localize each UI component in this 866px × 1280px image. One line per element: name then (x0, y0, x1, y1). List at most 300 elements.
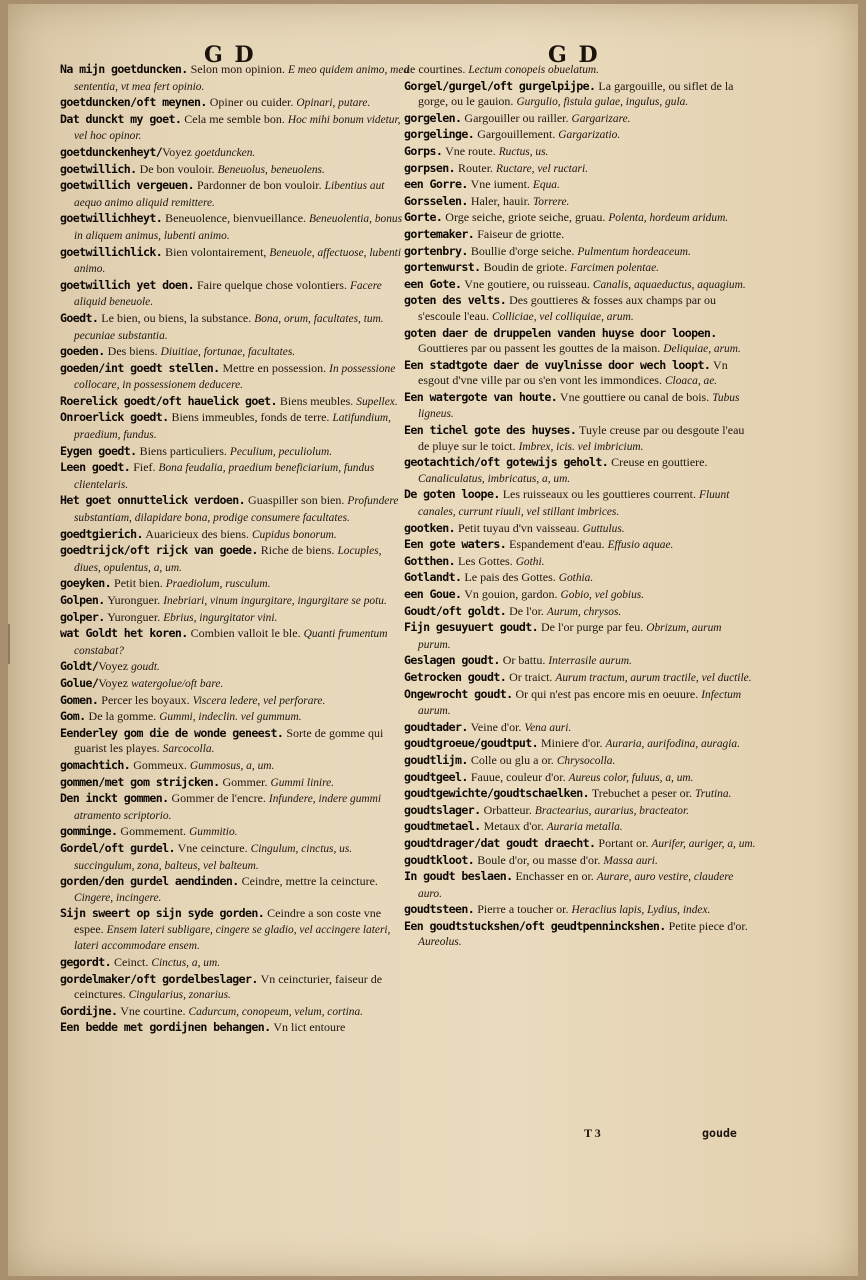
latin-gloss: Aureus color, fuluus, a, um. (568, 771, 694, 784)
dictionary-entry (404, 604, 756, 621)
headword: goten des velts. (404, 293, 507, 308)
french-gloss: Creuse en gouttiere. (608, 455, 708, 470)
headword: Geslagen goudt. (404, 653, 500, 668)
latin-gloss: Profundere substantiam, dilapidare bona, prodige consumere facultates. (74, 495, 399, 525)
latin-gloss: Colliciae, vel colliquiae, arum. (491, 310, 634, 323)
dictionary-entry (60, 576, 410, 593)
headword: Goudt/oft goldt. (404, 603, 507, 618)
french-gloss: Vn esgout d'vne ville par ou s'en vont les immondices. (418, 357, 728, 388)
dictionary-entry (60, 62, 410, 95)
french-gloss: Bien volontairement, (162, 244, 270, 259)
french-gloss: Gargouiller ou railler. (461, 110, 572, 125)
headword: Leen goedt. (60, 460, 131, 475)
dictionary-entry (60, 874, 410, 906)
french-gloss: Or qui n'est pas encore mis en oeuure. (512, 686, 702, 701)
french-gloss: Cela me semble bon. (181, 111, 288, 126)
dictionary-entry (60, 1004, 410, 1021)
french-gloss: Metaux d'or. (480, 819, 547, 834)
latin-gloss: Ebrius, ingurgitator vini. (163, 611, 278, 624)
headword: Een watergote van houte. (404, 389, 558, 404)
latin-gloss: Fluunt canales, currunt riuuli, vel stillant imbrices. (418, 489, 730, 519)
latin-gloss: Peculium, peculiolum. (229, 445, 333, 458)
latin-gloss: goudt. (131, 661, 160, 674)
french-gloss: Boudin de griote. (480, 260, 571, 275)
latin-gloss: Auraria, aurifodina, auragia. (605, 738, 740, 751)
french-gloss: Le bien, ou biens, la substance. (98, 310, 255, 325)
latin-gloss: Interrasile aurum. (548, 655, 632, 668)
dictionary-entry (60, 493, 410, 526)
latin-gloss: Ensem lateri subligare, cingere se gladio, vel accingere lateri, lateri accommodare ensem. (74, 923, 391, 953)
latin-gloss: Gurgulio, fistula gulae, ingulus, gula. (516, 96, 689, 109)
latin-gloss: Farcimen polentae. (570, 262, 659, 275)
dictionary-entry (60, 758, 410, 775)
dictionary-entry (404, 244, 756, 261)
dictionary-entry (60, 543, 410, 576)
dictionary-entry (404, 487, 756, 520)
latin-gloss: watergolue/oft bare. (131, 677, 224, 690)
headword: goetwillichheyt. (60, 211, 163, 226)
dictionary-entry (60, 245, 410, 278)
french-gloss: De l'or purge par feu. (537, 620, 647, 635)
french-gloss: Vn ceincturier, faiseur de ceinctures. (74, 971, 383, 1002)
latin-gloss: Lectum conopeis obuelatum. (468, 64, 599, 76)
dictionary-entry (404, 210, 756, 227)
latin-gloss: Bona, orum, facultates, tum. pecuniae substantia. (74, 312, 384, 342)
dictionary-entry (60, 527, 410, 544)
latin-gloss: Gargarizatio. (558, 129, 621, 142)
dictionary-entry (60, 211, 410, 244)
headword: Den inckt gommen. (60, 791, 169, 806)
dictionary-entry (404, 770, 756, 787)
headword: Gomen. (60, 692, 99, 707)
french-gloss: Trebuchet a peser or. (589, 786, 696, 801)
french-gloss: Fief. (130, 460, 159, 475)
french-gloss: Yuronguer. (104, 609, 164, 624)
headword: geotachtich/oft gotewijs geholt. (404, 455, 609, 470)
french-gloss: De bon vouloir. (136, 161, 218, 176)
dictionary-entry (404, 127, 756, 144)
dictionary-entry (60, 626, 410, 659)
headword: gomachtich. (60, 757, 131, 772)
latin-gloss: Cingere, incingere. (74, 891, 162, 904)
dictionary-entry (404, 853, 756, 870)
dictionary-entry (404, 537, 756, 554)
headword: Ongewrocht goudt. (404, 686, 513, 701)
latin-gloss: Polenta, hordeum aridum. (608, 212, 729, 225)
latin-gloss: Canaliculatus, imbricatus, a, um. (418, 472, 571, 485)
french-gloss: Miniere d'or. (537, 736, 606, 751)
dictionary-entry (404, 803, 756, 820)
dictionary-entry (60, 1020, 410, 1037)
dictionary-entry (404, 277, 756, 294)
headword: Het goet onnuttelick verdoen. (60, 493, 246, 508)
headword: goeden. (60, 344, 105, 359)
french-gloss: Mettre en possession. (219, 360, 330, 375)
headword: Golue/ (60, 675, 99, 690)
headword: Fijn gesuyuert goudt. (404, 620, 538, 635)
french-gloss: de courtines. (404, 62, 469, 76)
latin-gloss: Quanti frumentum constabat? (74, 628, 388, 657)
dictionary-entry (60, 709, 410, 726)
headword: goedtgierich. (60, 526, 143, 541)
dictionary-entry (404, 786, 756, 803)
french-gloss: Des gouttieres & fosses aux champs par ou s'escoule l'eau. (418, 293, 717, 323)
latin-gloss: Gargarizare. (571, 112, 631, 125)
french-gloss: Biens immeubles, fonds de terre. (168, 410, 333, 425)
dictionary-entry (404, 819, 756, 836)
dictionary-entry (404, 358, 756, 390)
latin-gloss: Cloaca, ae. (664, 375, 718, 388)
latin-gloss: Gummitio. (189, 826, 238, 839)
dictionary-entry (404, 260, 756, 277)
french-gloss: Vn lict entoure (270, 1020, 346, 1035)
dictionary-entry (60, 841, 410, 874)
dictionary-entry (60, 460, 410, 493)
latin-gloss: Cadurcum, conopeum, velum, cortina. (188, 1005, 364, 1018)
latin-gloss: Equa. (532, 179, 560, 192)
dictionary-entry (404, 554, 756, 571)
latin-gloss: Beneuolentia, bonus in aliquem animus, lubenti animo. (74, 213, 403, 242)
french-gloss: Vn gouion, gardon. (461, 587, 561, 601)
latin-gloss: Massa auri. (603, 854, 658, 867)
headword: Sijn sweert op sijn syde gorden. (60, 906, 265, 921)
headword: goudtmetael. (404, 819, 481, 834)
latin-gloss: Tubus ligneus. (418, 391, 740, 421)
french-gloss: Beneuolence, bienvueillance. (162, 211, 310, 226)
headword: Een gote waters. (404, 537, 507, 552)
dictionary-entry (404, 177, 756, 194)
headword: Na mijn goetduncken. (60, 62, 188, 76)
headword: goetwillich vergeuen. (60, 178, 194, 193)
dictionary-entry (404, 836, 756, 853)
french-gloss: Or battu. (499, 653, 549, 668)
dictionary-entry (60, 112, 410, 145)
latin-gloss: Aurifer, auriger, a, um. (651, 837, 756, 850)
latin-gloss: Infundere, indere gummi atramento scriptorio. (74, 793, 382, 822)
dictionary-entry (60, 693, 410, 710)
dictionary-entry (60, 824, 410, 841)
french-gloss: Voyez (162, 144, 195, 159)
headword: Gorsselen. (404, 193, 468, 208)
headword: Een tichel gote des huyses. (404, 423, 577, 438)
latin-gloss: Beneuolus, beneuolens. (217, 163, 325, 176)
french-gloss: Biens particuliers. (136, 443, 230, 458)
french-gloss: Faiseur de griotte. (474, 226, 565, 241)
headword: goudtgeel. (404, 769, 468, 784)
french-gloss: Espandement d'eau. (506, 537, 608, 552)
dictionary-entry (60, 791, 410, 824)
latin-gloss: Infectum aurum. (418, 688, 742, 718)
headword: een Gote. (404, 276, 462, 291)
headword: Gordel/oft gurdel. (60, 840, 175, 855)
headword: goetdunckenheyt/ (60, 144, 163, 159)
french-gloss: Ceindre a son coste vne espee. (74, 906, 382, 936)
french-gloss: Petite piece d'or. (665, 918, 748, 933)
latin-gloss: Bractearius, aurarius, bracteator. (534, 804, 689, 817)
latin-gloss: Diuitiae, fortunae, facultates. (160, 346, 296, 359)
running-head-right: G D (548, 42, 600, 68)
headword: goudtdrager/dat goudt draecht. (404, 835, 596, 850)
latin-gloss: Hoc mihi bonum videtur, vel hoc opinor. (74, 113, 401, 143)
french-gloss: Gargouillement. (474, 127, 559, 142)
headword: Gorps. (404, 143, 443, 158)
dictionary-entry (404, 227, 756, 244)
headword: Eygen goedt. (60, 443, 137, 458)
latin-gloss: Cinctus, a, um. (151, 957, 221, 970)
french-gloss: Veine d'or. (467, 719, 525, 734)
latin-gloss: Heraclius lapis, Lydius, index. (571, 904, 711, 917)
headword: Gordijne. (60, 1003, 118, 1018)
french-gloss: Colle ou glu a or. (467, 752, 557, 767)
latin-gloss: Cingulum, cinctus, us. succingulum, zona, balteus, vel balteum. (74, 842, 353, 872)
headword: gomminge. (60, 824, 118, 839)
dictionary-entry (404, 570, 756, 587)
latin-gloss: Gummi, indeclin. vel gummum. (159, 711, 302, 724)
dictionary-entry (60, 659, 410, 676)
french-gloss: Combien valloit le ble. (187, 626, 304, 641)
french-gloss: Petit bien. (111, 576, 166, 591)
french-gloss: Faire quelque chose volontiers. (193, 277, 350, 292)
headword: goudtkloot. (404, 852, 475, 867)
latin-gloss: Deliquiae, arum. (663, 343, 741, 356)
french-gloss: Vne route. (442, 143, 499, 158)
headword: wat Goldt het koren. (60, 626, 188, 641)
french-gloss: Yuronguer. (104, 593, 164, 607)
headword: Een stadtgote daer de vuylnisse door wech loopt. (404, 357, 711, 372)
dictionary-entry (404, 902, 756, 919)
dictionary-entry (60, 676, 410, 693)
dictionary-page (8, 4, 858, 1276)
headword: goudtader. (404, 719, 468, 734)
latin-gloss: Canalis, aquaeductus, aquagium. (592, 278, 746, 291)
dictionary-entry (60, 610, 410, 627)
latin-gloss: Imbrex, icis. vel imbricium. (518, 440, 644, 453)
headword: goetwillichlick. (60, 244, 163, 259)
latin-gloss: Aurare, auro vestire, claudere auro. (418, 871, 734, 900)
headword: Onroerlick goedt. (60, 410, 169, 425)
french-gloss: Gommement. (117, 824, 190, 839)
latin-gloss: Chrysocolla. (556, 754, 616, 767)
french-gloss: Sorte de gomme qui guarist les playes. (74, 725, 384, 756)
headword: goetwillich. (60, 161, 137, 176)
french-gloss: Gommeux. (130, 757, 190, 772)
headword: In goudt beslaen. (404, 869, 513, 884)
french-gloss: Ceindre, mettre la ceincture. (238, 874, 378, 889)
dictionary-entry (404, 869, 756, 902)
dictionary-entry (404, 720, 756, 737)
right-column (404, 62, 756, 951)
headword: goudtslager. (404, 802, 481, 817)
latin-gloss: Libentius aut aequo animo aliquid remittere. (74, 180, 385, 209)
binding-mark (8, 624, 30, 664)
headword: goetduncken/oft meynen. (60, 95, 207, 110)
latin-gloss: Cupidus bonorum. (251, 528, 337, 541)
headword: Getrocken goudt. (404, 669, 507, 684)
dictionary-entry (60, 972, 410, 1004)
headword: Gotthen. (404, 553, 456, 568)
french-gloss: Tuyle creuse par ou desgoute l'eau de pluye sur le toict. (418, 423, 745, 453)
french-gloss: Gommer. (219, 774, 271, 789)
headword: Golpen. (60, 593, 105, 607)
dictionary-entry (404, 687, 756, 720)
headword: Dat dunckt my goet. (60, 111, 182, 126)
latin-gloss: In possessione collocare, in possessionem deducere. (74, 362, 396, 392)
latin-gloss: goetduncken. (194, 146, 256, 159)
dictionary-entry (60, 311, 410, 344)
dictionary-entry (404, 79, 756, 111)
headword: Goedt. (60, 310, 99, 325)
french-gloss: Le pais des Gottes. (461, 570, 559, 585)
latin-gloss: Gobio, vel gobius. (560, 589, 645, 601)
french-gloss: Vne gouttiere ou canal de bois. (557, 389, 713, 404)
latin-gloss: Guttulus. (582, 522, 625, 535)
headword: goudtsteen. (404, 902, 475, 917)
latin-gloss: Torrere. (532, 195, 570, 208)
latin-gloss: Aurum, chrysos. (546, 605, 622, 618)
headword: Een bedde met gordijnen behangen. (60, 1020, 271, 1035)
dictionary-entry (60, 145, 410, 162)
headword: gortenbry. (404, 243, 468, 258)
dictionary-entry (60, 955, 410, 972)
running-head-left: G D (204, 42, 256, 68)
french-gloss: Fauue, couleur d'or. (467, 769, 569, 784)
headword: Gorte. (404, 210, 443, 225)
headword: gorden/den gurdel aendinden. (60, 874, 239, 889)
latin-gloss: Vena auri. (524, 721, 572, 734)
signature-mark: T 3 (584, 1126, 601, 1140)
dictionary-entry (60, 775, 410, 792)
catchword: goude (702, 1126, 737, 1140)
headword: een Goue. (404, 587, 462, 601)
dictionary-entry (404, 390, 756, 423)
headword: golper. (60, 609, 105, 624)
french-gloss: Auaricieux des biens. (142, 526, 252, 541)
latin-gloss: Opinari, putare. (296, 97, 371, 110)
dictionary-entry (60, 593, 410, 610)
latin-gloss: Viscera ledere, vel perforare. (192, 694, 326, 707)
latin-gloss: Aureolus. (418, 936, 462, 949)
french-gloss: Orbatteur. (480, 802, 535, 817)
headword: gorgelinge. (404, 127, 475, 142)
dictionary-entry (60, 410, 410, 443)
latin-gloss: Facere aliquid beneuole. (74, 279, 382, 309)
headword: gootken. (404, 520, 456, 535)
french-gloss: Gommer de l'encre. (168, 791, 269, 806)
french-gloss: Haler, hauir. (467, 193, 533, 208)
dictionary-entry (60, 726, 410, 758)
latin-gloss: Effusio aquae. (607, 539, 674, 552)
latin-gloss: Latifundium, praedium, fundus. (74, 412, 391, 442)
dictionary-entry (404, 919, 756, 951)
headword: goeden/int goedt stellen. (60, 360, 220, 375)
headword: gommen/met gom strijcken. (60, 774, 220, 789)
headword: Gorgel/gurgel/oft gurgelpijpe. (404, 78, 596, 93)
headword: gorpsen. (404, 160, 456, 175)
dictionary-entry (404, 194, 756, 211)
latin-gloss: Obrizum, aurum purum. (418, 622, 722, 651)
headword: Roerelick goedt/oft hauelick goet. (60, 393, 277, 408)
latin-gloss: Bona feudalia, praedium beneficiarium, fundus clientelaris. (74, 462, 375, 491)
french-gloss: Opiner ou cuider. (206, 95, 297, 110)
headword: Een goudtstuckshen/oft geudtpenninckshen. (404, 918, 666, 933)
french-gloss: Portant or. (595, 835, 652, 850)
french-gloss: La gargouille, ou siflet de la gorge, ou le gauion. (418, 78, 734, 109)
latin-gloss: Gummi linire. (270, 776, 335, 789)
dictionary-entry (404, 293, 756, 325)
headword: Gom. (60, 709, 86, 724)
dictionary-entry (60, 444, 410, 461)
dictionary-entry (404, 423, 756, 455)
french-gloss: De l'or. (506, 603, 547, 618)
headword: goudtlijm. (404, 752, 468, 767)
dictionary-entry (60, 95, 410, 112)
dictionary-entry (404, 620, 756, 653)
french-gloss: Vne ceincture. (174, 840, 251, 855)
french-gloss: Router. (455, 160, 497, 175)
headword: gordelmaker/oft gordelbeslager. (60, 971, 258, 986)
french-gloss: Orge seiche, griote seiche, gruau. (442, 210, 609, 225)
french-gloss: Voyez (98, 675, 132, 690)
dictionary-entry (404, 736, 756, 753)
latin-gloss: Locuples, diues, opulentus, a, um. (74, 545, 382, 574)
headword: De goten loope. (404, 487, 500, 502)
headword: goudtgewichte/goudtschaelken. (404, 786, 590, 801)
french-gloss: Petit tuyau d'vn vaisseau. (455, 520, 583, 535)
latin-gloss: Aurum tractum, aurum tractile, vel ductile. (555, 671, 752, 684)
latin-gloss: Gothi. (515, 555, 545, 568)
french-gloss: Ceinct. (111, 955, 152, 970)
headword: Goldt/ (60, 659, 99, 674)
latin-gloss: Trutina. (695, 788, 732, 801)
french-gloss: Vne courtine. (117, 1003, 189, 1018)
french-gloss: Riche de biens. (257, 543, 338, 558)
french-gloss: Boule d'or, ou masse d'or. (474, 852, 604, 867)
dictionary-entry (404, 587, 756, 604)
dictionary-entry (404, 62, 756, 79)
headword: goedtrijck/oft rijck van goede. (60, 543, 258, 558)
dictionary-entry (60, 394, 410, 411)
dictionary-entry (60, 178, 410, 211)
dictionary-entry (404, 161, 756, 178)
dictionary-entry (60, 906, 410, 955)
dictionary-entry (404, 111, 756, 128)
headword: goetwillich yet doen. (60, 277, 194, 292)
french-gloss: Des biens. (104, 344, 161, 359)
latin-gloss: Supellex. (356, 395, 398, 408)
headword: gegordt. (60, 955, 112, 970)
headword: goudtgroeue/goudtput. (404, 736, 538, 751)
dictionary-entry (60, 344, 410, 361)
french-gloss: De la gomme. (85, 709, 160, 724)
french-gloss: Percer les boyaux. (98, 692, 193, 707)
headword: goeyken. (60, 576, 112, 591)
french-gloss: Selon mon opinion. (187, 62, 288, 76)
dictionary-entry (404, 653, 756, 670)
dictionary-entry (404, 521, 756, 538)
latin-gloss: Pulmentum hordeaceum. (577, 245, 691, 258)
french-gloss: Gouttieres par ou passent les gouttes de la maison. (418, 341, 664, 356)
latin-gloss: Gummosus, a, um. (189, 759, 275, 772)
french-gloss: Les ruisseaux ou les gouttieres courrent. (499, 487, 699, 502)
french-gloss: Vne goutiere, ou ruisseau. (461, 276, 593, 291)
latin-gloss: Cingularius, zonarius. (128, 989, 231, 1002)
latin-gloss: Beneuole, affectuose, lubenti animo. (74, 246, 401, 276)
headword: Eenderley gom die de wonde geneest. (60, 725, 284, 740)
headword: een Gorre. (404, 177, 468, 192)
latin-gloss: Inebriari, vinum ingurgitare, ingurgitare se potu. (163, 595, 387, 607)
dictionary-entry (404, 144, 756, 161)
latin-gloss: Praediolum, rusculum. (165, 578, 271, 591)
